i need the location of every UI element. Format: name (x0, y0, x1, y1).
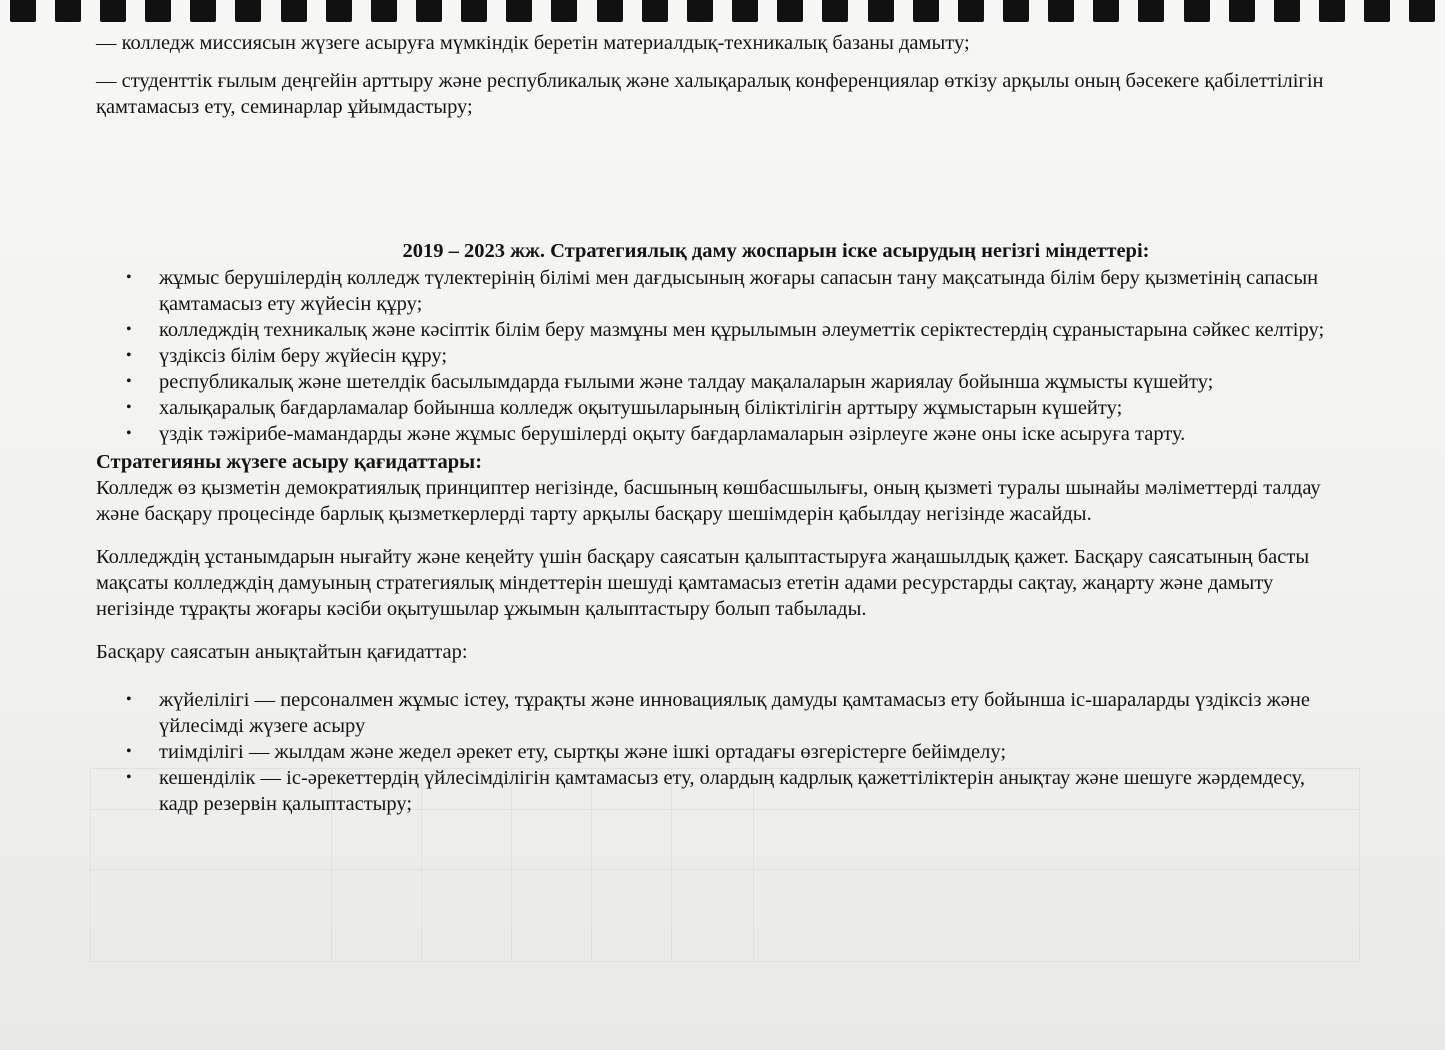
list-item: • жұмыс берушілердің колледж түлектерінің білімі мен дағдысының жоғары сапасын тану мақсатында білім беру қызметінің сапасын қамтамасыз ету жүйесін құру; (126, 267, 1319, 315)
tasks-list (96, 265, 1346, 447)
principles-heading: Стратегияны жүзеге асыру қағидаттары: (96, 451, 483, 473)
policy-intro: Басқару саясатын анықтайтын қағидаттар: (96, 641, 468, 663)
dash-line-1: — колледж миссиясын жүзеге асыруға мүмкіндік беретін материалдық-техникалық базаны дамыту; (96, 32, 970, 54)
bullet-icon: • (126, 321, 132, 338)
list-item: • кешенділік — іс-әрекеттердің үйлесімділігін қамтамасыз ету, олардың кадрлық қажеттіліктерін анықтау және шешуге жәрдемдесу, кадр резервін қалыптастыру; (126, 767, 1306, 815)
principles-paragraph-1: Колледж өз қызметін демократиялық принциптер негізінде, басшының көшбасшылығы, оның қызметі туралы шынайы мәліметтерді талдау және басқару процесінде барлық қызметкерлерді тарту арқылы басқару шешімдерін қабылдау негізінде жасайды. (96, 477, 1321, 525)
list-item: • жүйелілігі — персоналмен жұмыс істеу, тұрақты және инновациялық дамуды қамтамасыз ету бойынша іс-шараларды үздіксіз және үйлесімді жүзеге асыру (126, 689, 1310, 737)
policy-list (96, 687, 1346, 817)
dash-line-2: — студенттік ғылым деңгейін арттыру және республикалық және халықаралық конференциялар өткізу арқылы оның бәсекеге қабілеттілігін қамтамасыз ету, семинарлар ұйымдастыру; (96, 70, 1324, 118)
bullet-icon: • (126, 373, 132, 390)
document-body (96, 30, 1346, 817)
bullet-icon: • (126, 399, 132, 416)
principles-paragraph-2: Колледждің ұстанымдарын нығайту және кеңейту үшін басқару саясатын қалыптастыруға жаңашылдық қажет. Басқару саясатының басты мақсаты колледждің дамуының стратегиялық міндеттерін шешуді қамтамасыз ететін адами ресурстарды сақтау, жаңарту және дамыту негізінде тұрақты жоғары кәсіби оқытушылар ұжымын қалыптастыру болып табылады. (96, 546, 1310, 620)
bullet-icon: • (126, 269, 132, 286)
bullet-icon: • (126, 743, 132, 760)
list-item: • үздіксіз білім беру жүйесін құру; (126, 345, 448, 367)
spiral-binding (0, 0, 1445, 22)
bullet-icon: • (126, 425, 132, 442)
list-item: • тиімділігі — жылдам және жедел әрекет ету, сыртқы және ішкі ортадағы өзгерістерге бейімделу; (126, 741, 1007, 763)
bullet-icon: • (126, 769, 132, 786)
list-item: • үздік тәжірибе-мамандарды және жұмыс берушілерді оқыту бағдарламаларын әзірлеуге және оны іске асыруға тарту. (126, 423, 1186, 445)
list-item: • республикалық және шетелдік басылымдарда ғылыми және талдау мақалаларын жариялау бойынша жұмысты күшейту; (126, 371, 1214, 393)
list-item: • колледждің техникалық және кәсіптік білім беру мазмұны мен құрылымын әлеуметтік серіктестердің сұраныстарына сәйкес келтіру; (126, 319, 1325, 341)
list-item: • халықаралық бағдарламалар бойынша колледж оқытушыларының біліктілігін арттыру жұмыстарын күшейту; (126, 397, 1123, 419)
tasks-title: 2019 – 2023 жж. Стратегиялық даму жоспарын іске асырудың негізгі міндеттері: (402, 240, 1150, 262)
bullet-icon: • (126, 691, 132, 708)
bullet-icon: • (126, 347, 132, 364)
